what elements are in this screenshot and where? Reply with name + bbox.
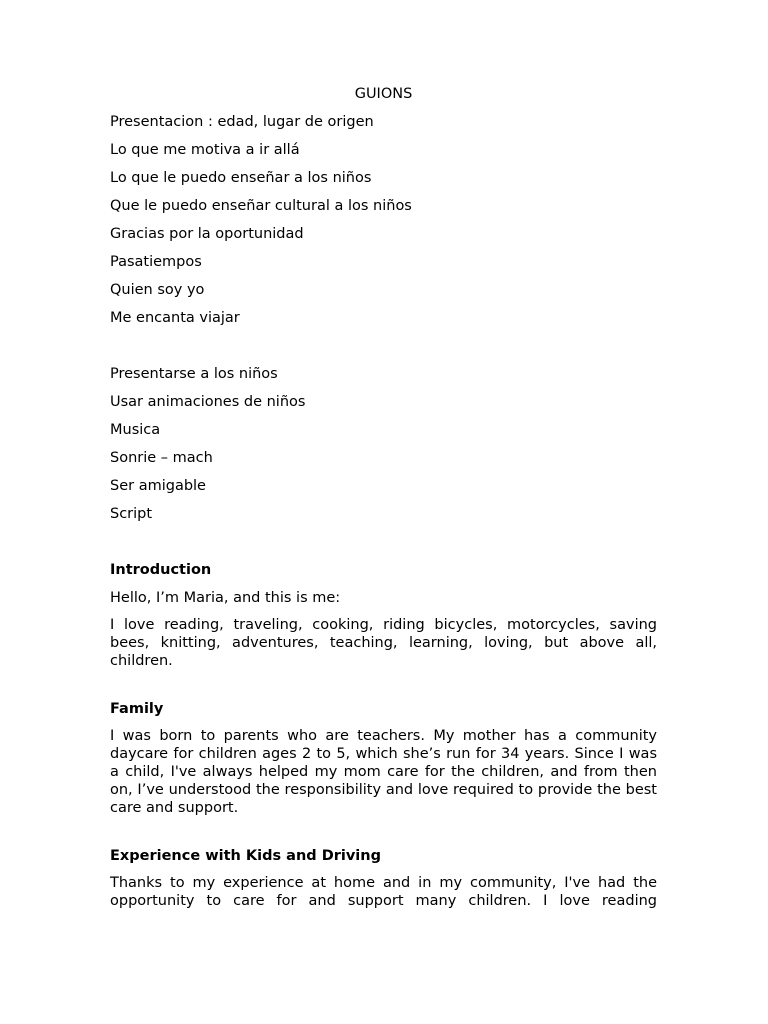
list-item: Sonrie – mach xyxy=(110,450,213,466)
section-heading: Experience with Kids and Driving xyxy=(110,847,381,864)
greeting-text: Hello, I’m Maria, and this is me: xyxy=(110,590,341,606)
list-item: Quien soy yo xyxy=(110,282,205,298)
paragraph: I love reading, traveling, cooking, riding bicycles, motorcycles, saving bees, knitting, adventures, teaching, learning, loving, but above all, children. xyxy=(110,617,657,670)
list-item: Gracias por la oportunidad xyxy=(110,226,304,242)
list-item: Lo que me motiva a ir allá xyxy=(110,142,300,158)
list-item: Ser amigable xyxy=(110,478,206,494)
spacer xyxy=(110,336,657,364)
paragraph: I was born to parents who are teachers. My mother has a community daycare for children ages 2 to 5, which she’s run for 34 years. Since I was a child, I've always helped my mom care for the children, and from then on, I’ve understood the responsibility and love required to provide the best care and support. xyxy=(110,727,657,817)
spacer xyxy=(110,679,657,699)
section-heading: Family xyxy=(110,700,164,717)
document-title: GUIONS xyxy=(354,86,413,102)
document-page xyxy=(110,84,657,918)
section-experience xyxy=(110,846,657,910)
list-item: Presentacion : edad, lugar de origen xyxy=(110,114,374,130)
list-item: Me encanta viajar xyxy=(110,310,240,326)
list-item: Usar animaciones de niños xyxy=(110,394,306,410)
section-family xyxy=(110,699,657,818)
list-item: Pasatiempos xyxy=(110,254,202,270)
section-heading: Introduction xyxy=(110,562,212,578)
list-item: Lo que le puedo enseñar a los niños xyxy=(110,170,372,186)
list-item: Script xyxy=(110,506,153,522)
section-introduction xyxy=(110,560,657,671)
topic-list-spanish xyxy=(110,112,657,328)
paragraph: Thanks to my experience at home and in my community, I've had the opportunity to care for and support many children. I love reading xyxy=(110,874,657,909)
list-item: Presentarse a los niños xyxy=(110,366,278,382)
spacer xyxy=(110,826,657,846)
list-item: Que le puedo enseñar cultural a los niños xyxy=(110,198,412,214)
list-item: Musica xyxy=(110,422,161,438)
spacer xyxy=(110,532,657,560)
tips-list-spanish xyxy=(110,364,657,524)
